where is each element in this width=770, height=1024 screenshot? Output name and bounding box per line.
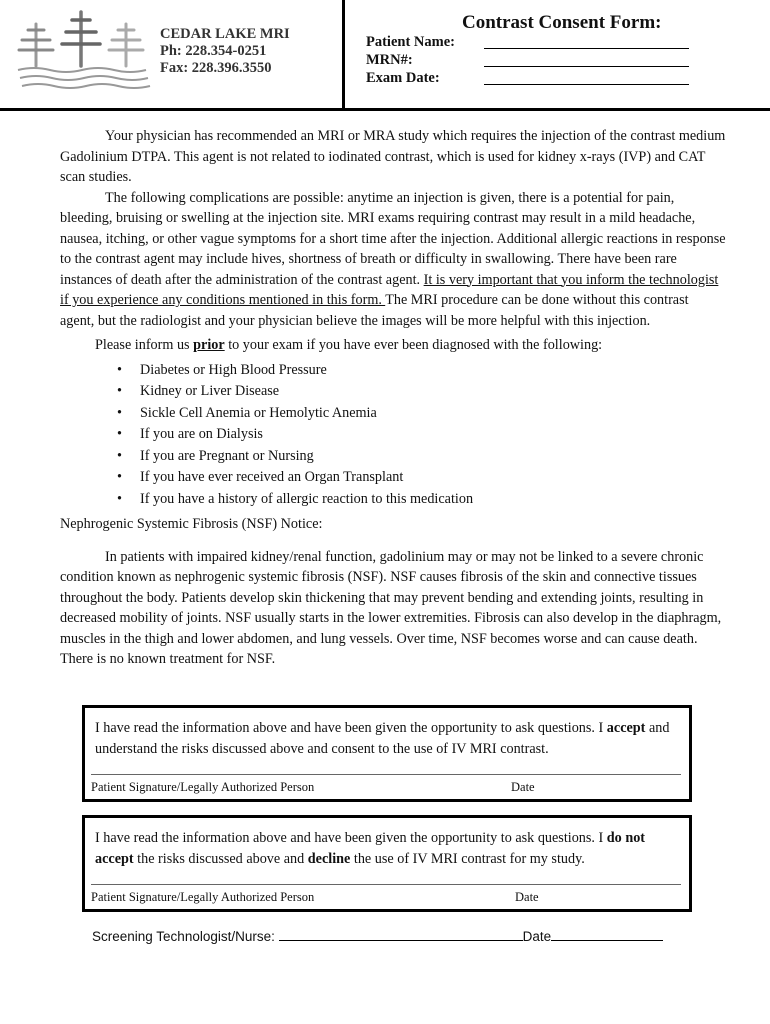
accept-statement: I have read the information above and have been given the opportunity to ask questions. I accept and understand the risks discussed above and consent to the use of IV MRI contrast. xyxy=(95,720,670,757)
patient-name-field[interactable] xyxy=(484,48,689,49)
screening-signature-line[interactable] xyxy=(279,929,523,941)
inform-paragraph: Please inform us prior to your exam if you have ever been diagnosed with the following: xyxy=(95,337,603,353)
decline-date-label: Date xyxy=(515,890,539,904)
list-item: • If you are Pregnant or Nursing xyxy=(140,446,726,468)
cedar-lake-logo xyxy=(14,8,154,98)
nsf-notice-title: Nephrogenic Systemic Fibrosis (NSF) Notice: xyxy=(60,516,323,532)
header-horizontal-divider xyxy=(0,108,770,111)
accept-signature-line[interactable] xyxy=(91,774,681,775)
list-item: • Diabetes or High Blood Pressure xyxy=(140,360,726,382)
exam-date-label: Exam Date: xyxy=(366,70,440,86)
tree-icon xyxy=(62,12,100,66)
mrn-label: MRN#: xyxy=(366,52,413,68)
do-not-accept-emphasis: do not accept xyxy=(95,830,646,867)
list-item: • If you have a history of allergic reaction to this medication xyxy=(140,489,726,511)
prior-emphasis: prior xyxy=(193,337,225,353)
tree-icon xyxy=(109,24,143,66)
complications-text: The following complications are possible: anytime an injection is given, there is a potential for pain, bleeding, bruising or swelling at the injection site. MRI exams requiring contrast may result in a mild headache, nausea, itching, or other vague symptoms for a short time after the injection. Additional allergic reactions in response to the contrast agent may include hives, shortness of breath or difficulty in swallowing. There have been rare instances of death after the administration of the contrast agent. xyxy=(60,189,726,288)
clinic-info xyxy=(160,26,290,77)
consent-body xyxy=(60,126,726,670)
screening-date-line[interactable] xyxy=(551,929,663,941)
screening-label: Screening Technologist/Nurse: xyxy=(92,929,275,944)
list-item: • If you are on Dialysis xyxy=(140,424,726,446)
complications-paragraph xyxy=(60,188,726,332)
water-icon xyxy=(18,68,150,88)
list-item: • If you have ever received an Organ Transplant xyxy=(140,467,726,489)
accept-date-label: Date xyxy=(511,780,535,794)
screening-row xyxy=(92,929,663,944)
screening-date-label: Date xyxy=(522,929,552,944)
decline-statement: I have read the information above and have been given the opportunity to ask questions. I do not accept the risks discussed above and decline the use of IV MRI contrast for my study. xyxy=(95,830,646,867)
decline-signature-label: Patient Signature/Legally Authorized Person xyxy=(91,890,315,904)
patient-name-label: Patient Name: xyxy=(366,34,455,50)
tree-icon xyxy=(19,24,53,66)
complications-text-end: The MRI procedure can be done without this contrast agent, but the radiologist and your physician believe the images will be more helpful with this injection. xyxy=(60,292,689,329)
intro-paragraph: Your physician has recommended an MRI or MRA study which requires the injection of the contrast medium Gadolinium DTPA. This agent is not related to iodinated contrast, which is used for kidney x-rays (IVP) and CAT scan studies. xyxy=(60,128,726,185)
important-notice: It is very important that you inform the technologist if you experience any conditions mentioned in this form. xyxy=(60,271,719,308)
decline-consent-box xyxy=(82,815,692,912)
clinic-phone: Ph: 228.354-0251 xyxy=(160,43,267,59)
accept-signature-label: Patient Signature/Legally Authorized Person xyxy=(91,780,315,794)
clinic-name: CEDAR LAKE MRI xyxy=(160,26,290,42)
mrn-field[interactable] xyxy=(484,66,689,67)
nsf-notice-body: In patients with impaired kidney/renal function, gadolinium may or may not be linked to a severe chronic condition known as nephrogenic systemic fibrosis (NSF). NSF causes fibrosis of the skin and connective tissues throughout the body. Patients develop skin thickening that may prevent bending and extending joints, resulting in decreased mobility of joints. NSF usually starts in the lower extremities. Fibrosis can also develop in the diaphragm, muscles in the thigh and lower abdomen, and lung vessels. Over time, NSF becomes worse and can cause death. There is no known treatment for NSF. xyxy=(60,548,722,667)
exam-date-field[interactable] xyxy=(484,84,689,85)
decline-signature-line[interactable] xyxy=(91,884,681,885)
decline-emphasis: decline xyxy=(307,851,351,867)
accept-emphasis: accept xyxy=(606,720,646,736)
conditions-list xyxy=(60,360,726,511)
accept-consent-box xyxy=(82,705,692,802)
list-item: • Sickle Cell Anemia or Hemolytic Anemia xyxy=(140,403,726,425)
form-title: Contrast Consent Form: xyxy=(462,12,662,33)
header-vertical-divider xyxy=(342,0,345,110)
clinic-fax: Fax: 228.396.3550 xyxy=(160,60,272,76)
list-item: • Kidney or Liver Disease xyxy=(140,381,726,403)
